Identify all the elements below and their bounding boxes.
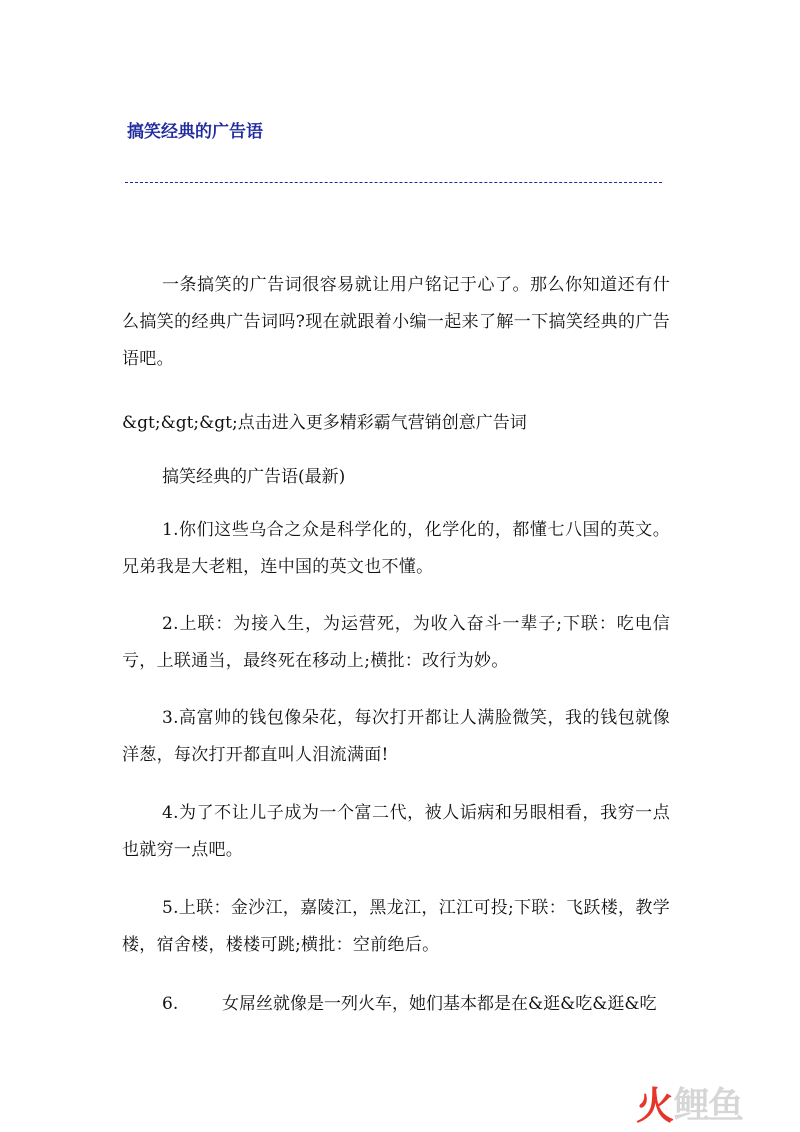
list-item-1: 1.你们这些乌合之众是科学化的，化学化的，都懂七八国的英文。兄弟我是大老粗，连中国的英文也不懂。 (122, 520, 670, 577)
list-item-5: 5.上联：金沙江，嘉陵江，黑龙江，江江可投;下联：飞跃楼，教学楼，宿舍楼，楼楼可跳;横批：空前绝后。 (122, 898, 670, 955)
list-item-6-number: 6. (162, 994, 179, 1014)
list-item-3: 3.高富帅的钱包像朵花，每次打开都让人满脸微笑，我的钱包就像洋葱，每次打开都直叫人泪流满面! (122, 708, 670, 765)
section-subheading: 搞笑经典的广告语(最新) (162, 467, 346, 487)
list-item-4: 4.为了不让儿子成为一个富二代，被人诟病和另眼相看，我穷一点也就穷一点吧。 (122, 803, 670, 860)
list-item-2: 2.上联：为接入生，为运营死，为收入奋斗一辈子;下联：吃电信亏，上联通当，最终死在移动上;横批：改行为妙。 (122, 614, 670, 671)
intro-paragraph: 一条搞笑的广告词很容易就让用户铭记于心了。那么你知道还有什么搞笑的经典广告词吗?现在就跟着小编一起来了解一下搞笑经典的广告语吧。 (122, 275, 670, 369)
logo-text: 鲤鱼 (674, 1085, 743, 1126)
more-link[interactable]: &gt;&gt;&gt;点击进入更多精彩霸气营销创意广告词 (122, 413, 527, 433)
document-title: 搞笑经典的广告语 (127, 122, 263, 142)
watermark-logo (636, 1086, 742, 1126)
title-divider (125, 182, 662, 183)
fire-icon: 火 (636, 1084, 675, 1128)
list-item-6-text: 女屌丝就像是一列火车，她们基本都是在&逛&吃&逛&吃 (222, 994, 657, 1014)
